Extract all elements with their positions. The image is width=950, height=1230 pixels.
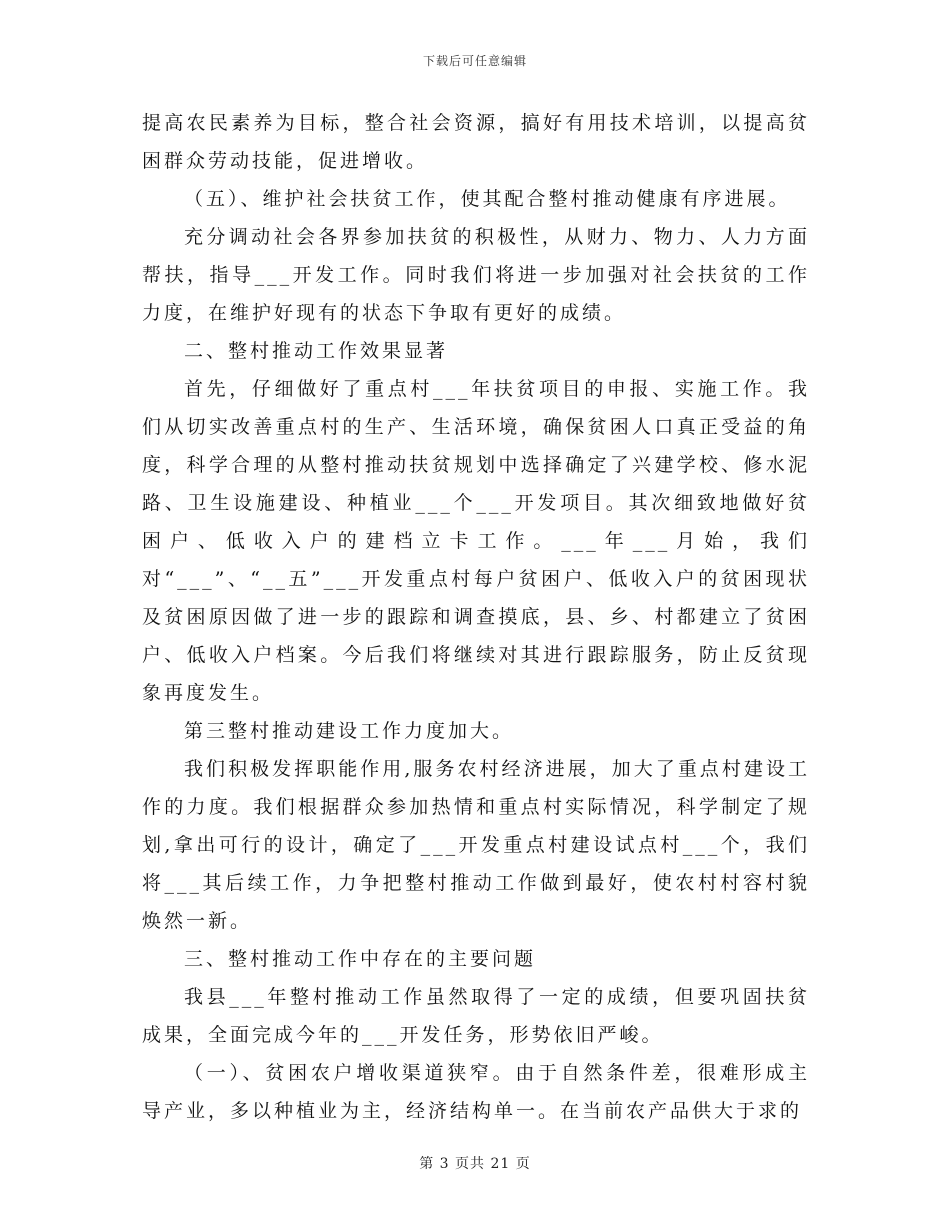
paragraph-1: 提高农民素养为目标，整合社会资源，搞好有用技术培训，以提高贫困群众劳动技能，促进增收。 [142, 112, 810, 172]
paragraph-10: （一）、贫困农户增收渠道狭窄。由于自然条件差，很难形成主导产业，多以种植业为主，经济结构单一。在当前农产品供大于求的 [142, 1062, 810, 1122]
page-number: 第 3 页共 21 页 [419, 1156, 531, 1172]
section-heading-2: 二、整村推动工作效果显著 [184, 340, 449, 362]
paragraph-6-subheading: 第三整村推动建设工作力度加大。 [184, 720, 515, 742]
paragraph-3: 充分调动社会各界参加扶贫的积极性，从财力、物力、人力方面帮扶，指导___开发工作。同时我们将进一步加强对社会扶贫的工作力度，在维护好现有的状态下争取有更好的成绩。 [142, 226, 810, 324]
paragraph-2-heading-five: （五）、维护社会扶贫工作，使其配合整村推动健康有序进展。 [184, 188, 791, 210]
paragraph-9: 我县___年整村推动工作虽然取得了一定的成绩，但要巩固扶贫成果，全面完成今年的___开发任务，形势依旧严峻。 [142, 986, 810, 1046]
paragraph-5: 首先，仔细做好了重点村___年扶贫项目的申报、实施工作。我们从切实改善重点村的生产、生活环境，确保贫困人口真正受益的角度，科学合理的从整村推动扶贫规划中选择确定了兴建学校、修水泥路、卫生设施建设、种植业___个___开发项目。其次细致地做好贫困户、低收入户的建档立卡工作。___年___月始，我们对“___”、“__五”___开发重点村每户贫困户、低收入户的贫困现状及贫困原因做了进一步的跟踪和调查摸底，县、乡、村都建立了贫困户、低收入户档案。今后我们将继续对其进行跟踪服务，防止反贫现象再度发生。 [142, 378, 810, 704]
paragraph-7: 我们积极发挥职能作用,服务农村经济进展，加大了重点村建设工作的力度。我们根据群众参加热情和重点村实际情况，科学制定了规划,拿出可行的设计，确定了___开发重点村建设试点村___个，我们将___其后续工作，力争把整村推动工作做到最好，使农村村容村貌焕然一新。 [142, 758, 810, 932]
document-body [142, 104, 810, 1130]
page-header-note: 下载后可任意编辑 [422, 54, 527, 68]
section-heading-3: 三、整村推动工作中存在的主要问题 [184, 948, 537, 970]
